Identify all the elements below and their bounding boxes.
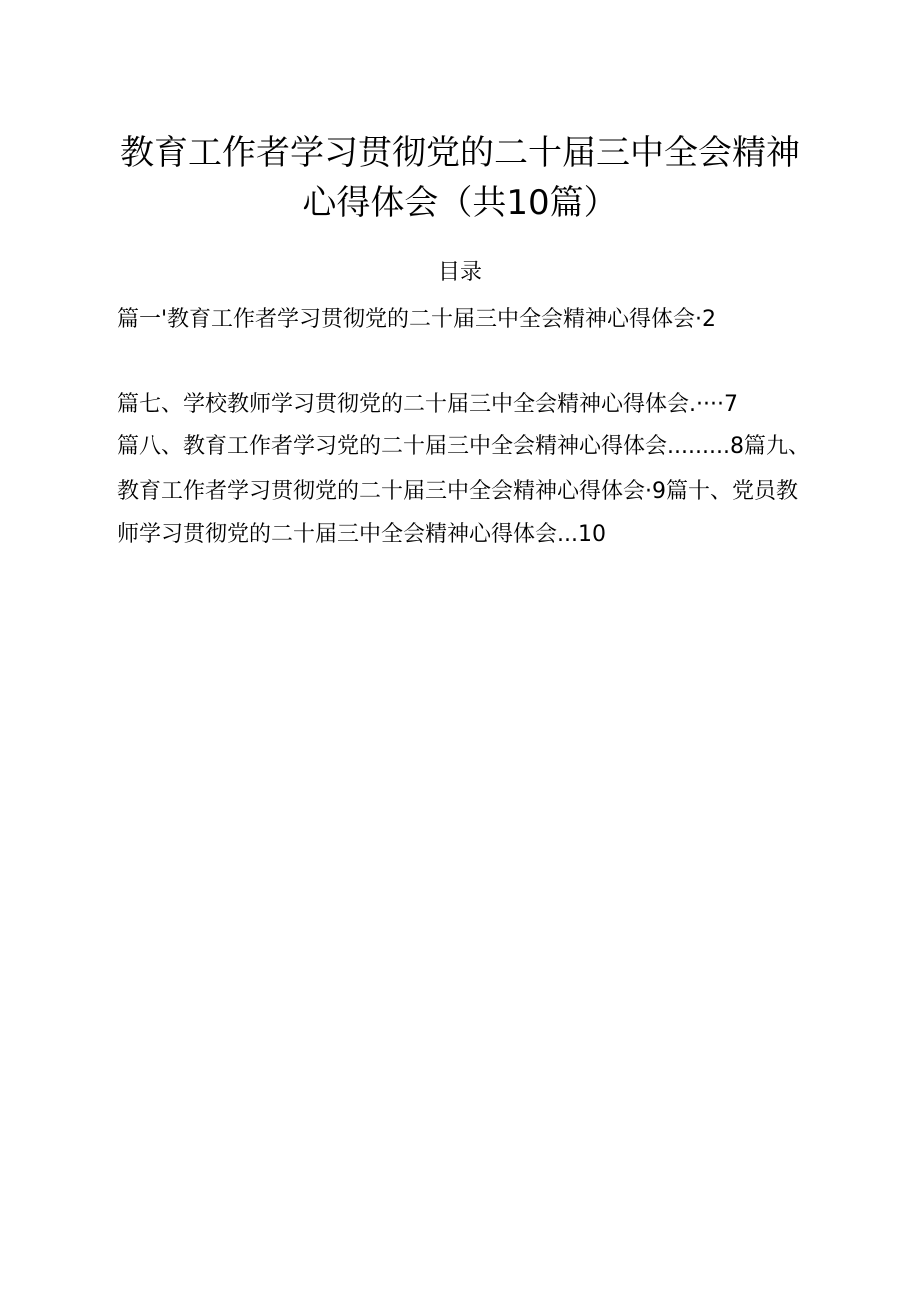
toc-entry[interactable]: 教育工作者学习贯彻党的二十届三中全会精神心得体会·9篇十、党员教 <box>117 479 798 504</box>
toc-entry[interactable]: 篇一'教育工作者学习贯彻党的二十届三中全会精神心得体会·2 <box>117 307 717 332</box>
toc-entry[interactable]: 篇八、教育工作者学习党的二十届三中全会精神心得体会.........8篇九、 <box>117 434 810 459</box>
toc-heading: 目录 <box>437 260 482 285</box>
toc-entry[interactable]: 师学习贯彻党的二十届三中全会精神心得体会...10 <box>117 522 606 547</box>
toc-entry[interactable]: 篇七、学校教师学习贯彻党的二十届三中全会精神心得体会.····7 <box>117 392 738 417</box>
document-title-line-1: 教育工作者学习贯彻党的二十届三中全会精神 <box>120 133 800 173</box>
document-title-line-2: 心得体会（共10篇） <box>302 183 618 223</box>
